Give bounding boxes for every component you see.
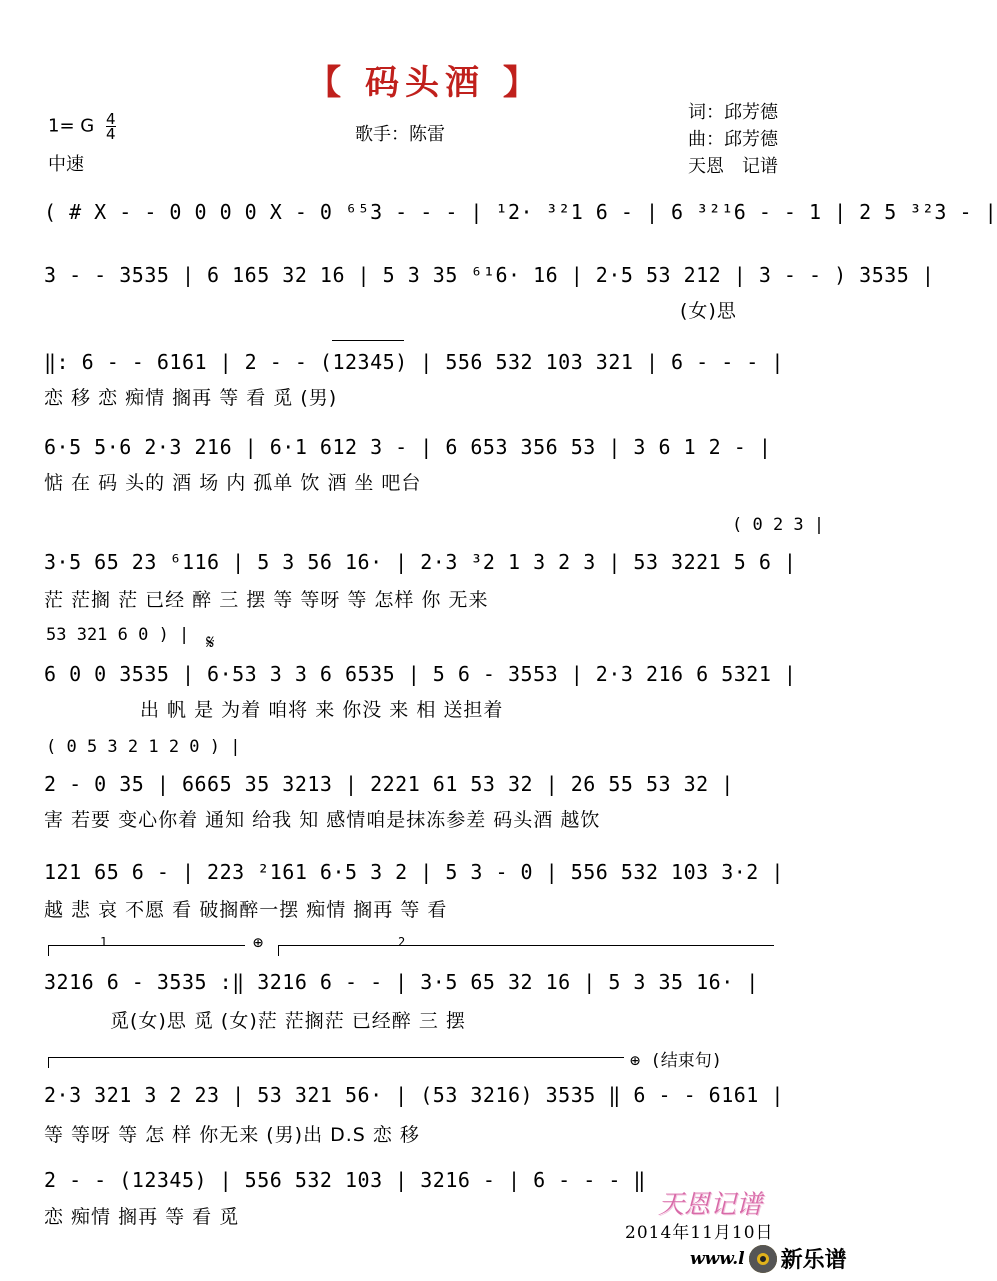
- composer: 曲：邱芳德: [688, 129, 778, 150]
- score-row-5-notes: 3·5 65 23 ⁶116 | 5 3 56 16· | 2·3 ³2 1 3 2 3 | 53 3221 5 6 |: [44, 550, 797, 574]
- singer: 歌手：陈雷: [355, 124, 445, 145]
- pickup-cue-2: 53 321 6 0 ) |: [46, 625, 190, 645]
- score-row-7-notes: 2 - 0 35 | 6665 35 3213 | 2221 61 53 32 | 26 55 53 32 |: [44, 772, 734, 796]
- score-row-9-notes: 3216 6 - 3535 :‖ 3216 6 - - | 3·5 65 32 16 | 5 3 35 16· |: [44, 970, 759, 994]
- score-row-3-lyrics: 恋 移 恋 痴情 搁再 等 看 觅 (男): [44, 387, 338, 409]
- score-row-4-lyrics: 惦 在 码 头的 酒 场 内 孤单 饮 酒 坐 吧台: [44, 472, 422, 494]
- score-row-5-lyrics: 茫 茫搁 茫 已经 醉 三 摆 等 等呀 等 怎样 你 无来: [44, 589, 489, 611]
- score-row-7-lyrics: 害 若要 变心你着 通知 给我 知 感情咱是抹冻参差 码头酒 越饮: [44, 809, 601, 831]
- transcriber-stamp: 天恩记谱: [658, 1190, 763, 1220]
- score-row-8-notes: 121 65 6 - | 223 ²161 6·5 3 2 | 5 3 - 0 | 556 532 103 3·2 |: [44, 860, 784, 884]
- tuplet-bracket: [332, 340, 404, 341]
- score-row-6-notes: 6 0 0 3535 | 6·53 3 3 6 6535 | 5 6 - 3553 | 2·3 216 6 5321 |: [44, 662, 797, 686]
- score-row-10-lyrics: 等 等呀 等 怎 样 你无来 (男)出 D.S 恋 移: [44, 1124, 420, 1146]
- time-signature: $\frac{4}{4}$: [105, 110, 116, 143]
- score-row-11-notes: 2 - - (12345) | 556 532 103 | 3216 - | 6 - - - ‖: [44, 1168, 646, 1192]
- pickup-cue-3: ( 0 5 3 2 1 2 0 ) |: [46, 737, 241, 757]
- score-row-1-notes: ( # X - - 0 0 0 0 X - 0 ⁶⁵3 - - - | ¹2· ³²1 6 - | 6 ³²¹6 - - 1 | 2 5 ³²3 - |: [44, 200, 997, 224]
- key-signature: [48, 112, 116, 141]
- site-name: 新乐谱: [780, 1248, 847, 1273]
- tempo-marking: 中速: [48, 154, 84, 175]
- site-logo[interactable]: [690, 1243, 847, 1274]
- segno-sign: 𝄋: [206, 630, 215, 654]
- score-row-2-notes: 3 - - 3535 | 6 165 32 16 | 5 3 35 ⁶¹6· 16 | 2·5 53 212 | 3 - - ) 3535 |: [44, 263, 935, 287]
- score-row-4-notes: 6·5 5·6 2·3 216 | 6·1 612 3 - | 6 653 356 53 | 3 6 1 2 - |: [44, 435, 772, 459]
- score-row-2-lyrics: (女)思: [680, 300, 737, 322]
- transcription-date: 2014年11月10日: [625, 1223, 774, 1243]
- song-title: 【 码头酒 】: [307, 63, 543, 103]
- second-ending-label: 2: [398, 935, 406, 949]
- score-row-6-lyrics: 出 帆 是 为着 咱将 来 你没 来 相 送担着: [140, 699, 504, 721]
- score-row-10-notes: 2·3 321 3 2 23 | 53 321 56· | (53 3216) 3535 ‖ 6 - - 6161 |: [44, 1083, 784, 1107]
- first-ending-bracket: [48, 945, 245, 956]
- first-ending-label: 1: [100, 935, 108, 949]
- score-row-9-lyrics: 觅(女)思 觅 (女)茫 茫搁茫 已经醉 三 摆: [110, 1010, 466, 1032]
- coda-ending-label: ⊕ (结束句): [630, 1051, 722, 1071]
- site-url: www.l: [690, 1248, 745, 1269]
- score-row-3-notes: ‖: 6 - - 6161 | 2 - - (12345) | 556 532 103 321 | 6 - - - |: [44, 350, 784, 374]
- lyricist: 词：邱芳德: [688, 102, 778, 123]
- transcriber: 天恩 记谱: [688, 156, 778, 177]
- key-label: 1= G: [48, 115, 95, 137]
- pickup-cue-1: ( 0 2 3 |: [732, 515, 825, 535]
- coda-bracket: [48, 1057, 624, 1068]
- coda-sign: ⊕: [253, 933, 264, 953]
- record-disc-icon: [749, 1245, 777, 1273]
- score-row-8-lyrics: 越 悲 哀 不愿 看 破搁醉一摆 痴情 搁再 等 看: [44, 899, 448, 921]
- score-row-11-lyrics: 恋 痴情 搁再 等 看 觅: [44, 1206, 240, 1228]
- second-ending-bracket: [278, 945, 774, 956]
